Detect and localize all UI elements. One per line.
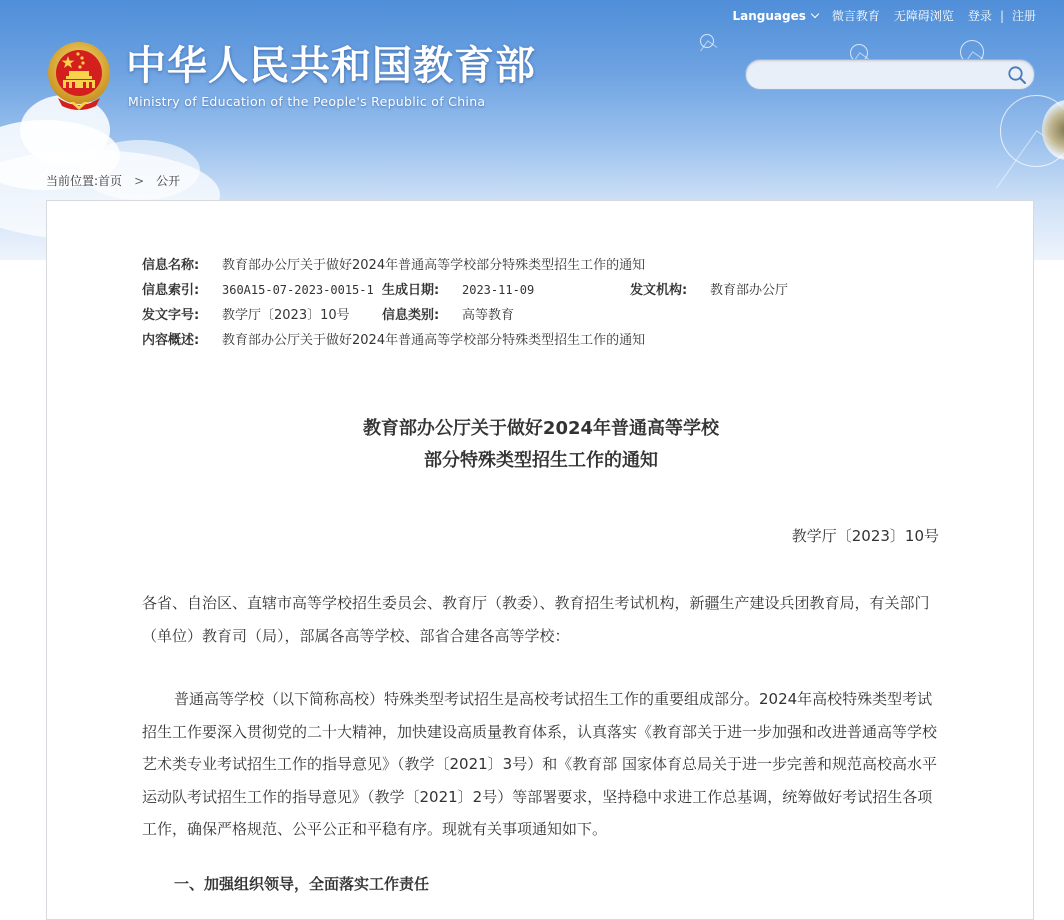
org-value: 教育部办公厅 [710, 283, 789, 298]
info-index-value: 360A15-07-2023-0015-1 [222, 283, 374, 297]
breadcrumb-prefix: 当前位置: [46, 174, 99, 188]
info-name-value: 教育部办公厅关于做好2024年普通高等学校部分特殊类型招生工作的通知 [222, 258, 646, 273]
site-title[interactable]: 中华人民共和国教育部 [126, 43, 536, 89]
document-number: 教学厅〔2023〕10号 [791, 527, 939, 545]
nav-separator: | [999, 8, 1004, 23]
date-label: 生成日期: [382, 283, 440, 298]
search-box [745, 59, 1035, 90]
category-label: 信息类别: [382, 308, 440, 323]
chevron-right-icon: > [134, 173, 145, 188]
info-name-label: 信息名称: [142, 258, 200, 273]
summary-label: 内容概述: [142, 333, 200, 348]
docno-label: 发文字号: [142, 308, 200, 323]
date-value: 2023-11-09 [462, 283, 535, 297]
org-label: 发文机构: [630, 283, 688, 298]
category-value: 高等教育 [462, 308, 515, 323]
info-index-label: 信息索引: [142, 283, 200, 298]
breadcrumb [46, 172, 180, 189]
search-input[interactable] [758, 65, 1007, 86]
accessibility-link[interactable]: 无障碍浏览 [893, 9, 954, 23]
address-paragraph: 各省、自治区、直辖市高等学校招生委员会、教育厅（教委）、教育招生考试机构，新疆生产建设兵团教育局，有关部门（单位）教育司（局），部属各高等学校、部省合建各高等学校： [142, 594, 930, 645]
login-link[interactable]: 登录 [967, 9, 992, 23]
document-title-line1: 教育部办公厅关于做好2024年普通高等学校 [362, 418, 720, 439]
document-title [47, 413, 1035, 477]
wechat-link[interactable]: 微言教育 [831, 9, 880, 23]
national-emblem-icon [46, 40, 112, 112]
body-paragraph: 普通高等学校（以下简称高校）特殊类型考试招生是高校考试招生工作的重要组成部分。2024年高校特殊类型考试招生工作要深入贯彻党的二十大精神，加快建设高质量教育体系，认真落实《教育部关于进一步加强和改进普通高等学校艺术类专业考试招生工作的指导意见》（教学〔2021〕3号）和《教育部 国家体育总局关于进一步完善和规范高校高水平运动队考试招生工作的指导意见》（教学〔2021〕2号）等部署要求，坚持稳中求进工作总基调，统筹做好考试招生各项工作，确保严格规范、公平公正和平稳有序。现就有关事项通知如下。 [142, 690, 938, 838]
cloud-decoration [80, 140, 200, 200]
register-link[interactable]: 注册 [1011, 9, 1036, 23]
top-nav [733, 7, 1037, 24]
document-title-line2: 部分特殊类型招生工作的通知 [424, 450, 658, 471]
search-icon[interactable] [1007, 65, 1027, 85]
languages-menu[interactable] [733, 9, 818, 23]
content-panel [46, 200, 1034, 920]
docno-value: 教学厅〔2023〕10号 [222, 308, 350, 323]
breadcrumb-home[interactable]: 首页 [98, 174, 123, 188]
dandelion-decoration [700, 34, 714, 48]
languages-label: Languages [732, 8, 806, 23]
chevron-down-icon [811, 10, 819, 18]
breadcrumb-current[interactable]: 公开 [156, 174, 181, 188]
section-heading: 一、加强组织领导，全面落实工作责任 [174, 875, 430, 893]
summary-value: 教育部办公厅关于做好2024年普通高等学校部分特殊类型招生工作的通知 [222, 333, 646, 348]
site-subtitle: Ministry of Education of the People's Republic of China [128, 94, 486, 109]
